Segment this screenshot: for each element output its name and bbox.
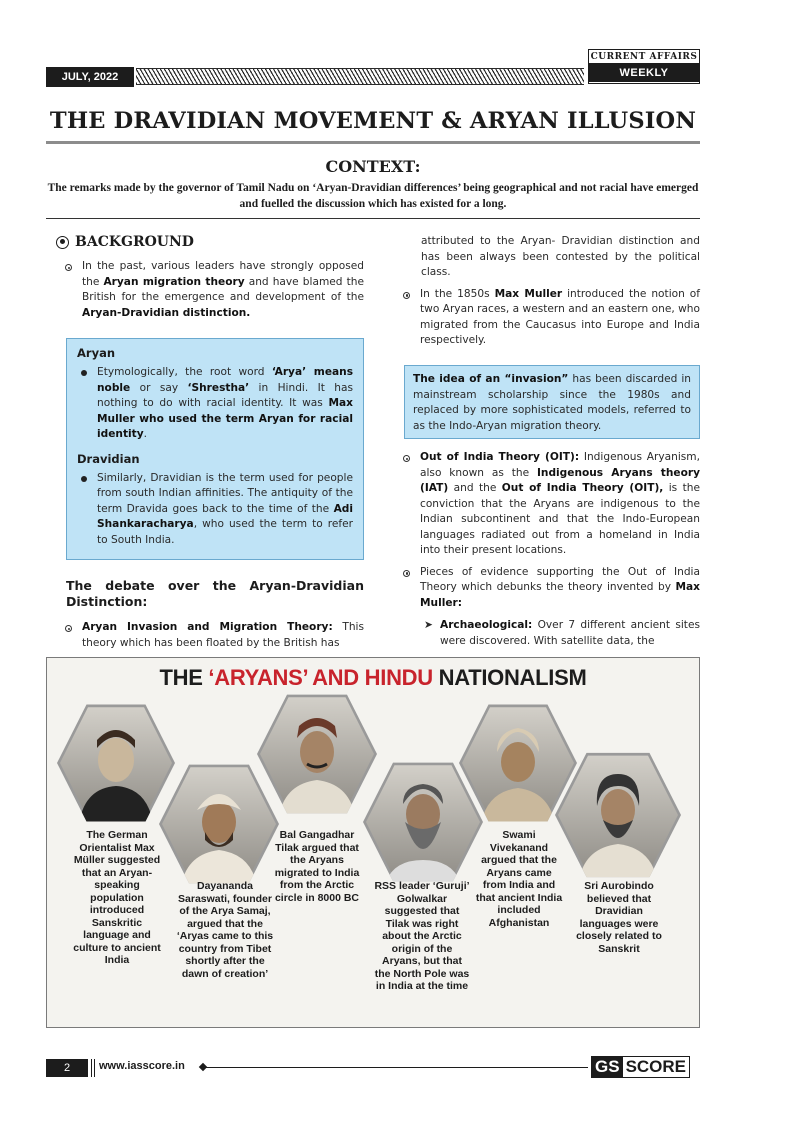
- invasion-box: [404, 365, 700, 439]
- portrait-max-muller: [57, 698, 175, 828]
- caption-max-muller: The German Orientalist Max Müller suggested that an Aryan-speaking population introduced Sanskritic language and culture to ancient India: [73, 829, 161, 966]
- caption-dayananda: Dayananda Saraswati, founder of the Arya Samaj, argued that the ‘Aryas came to this country from Tibet shortly after the dawn of creation’: [176, 880, 274, 980]
- gsscore-logo: GS SCORE: [591, 1056, 690, 1078]
- person-icon: [257, 688, 377, 820]
- list-item: In the 1850s Max Muller introduced the notion of two Aryan races, a western and an eastern one, who migrated from the Caucasus into Europe and India respectively.: [400, 287, 700, 349]
- aryan-heading: Aryan: [77, 346, 116, 360]
- infographic-title: THE ‘ARYANS’ AND HINDU NATIONALISM: [159, 665, 587, 690]
- list-item: Similarly, Dravidian is the term used for people from south Indian affinities. The antiquity of the term Dravida goes back to the time of the Adi Shankaracharya, who used the term to refer to South India.: [77, 471, 353, 549]
- list-item: Etymologically, the root word ‘Arya’ means noble or say ‘Shrestha’ in Hindi. It has nothing to do with racial identity. It was Max Muller who used the term Aryan for racial identity.: [77, 365, 353, 443]
- header-hatch-band: [136, 68, 584, 85]
- badge-bottom: WEEKLY: [589, 64, 699, 82]
- list-item: Aryan Invasion and Migration Theory: This theory which has been floated by the British has: [62, 620, 364, 651]
- page-title: THE DRAVIDIAN MOVEMENT & ARYAN ILLUSION: [49, 108, 697, 134]
- sub-list-item: ➤ Archaeological: Over 7 different ancient sites were discovered. With satellite data, the: [424, 619, 700, 647]
- arrow-icon: ➤: [424, 619, 433, 631]
- person-icon: [57, 698, 175, 828]
- issue-date: JULY, 2022: [46, 67, 134, 87]
- caption-vivekanand: Swami Vivekanand argued that the Aryans came from India and that ancient India included Afghanistan: [475, 829, 563, 929]
- context-text: The remarks made by the governor of Tamil Nadu on ‘Aryan-Dravidian differences’ being geographical and not racial have emerged and fuelled the discussion which has existed for a long.: [47, 182, 699, 210]
- footer-rule: [200, 1067, 588, 1068]
- aryan-dravidian-box: [66, 338, 364, 560]
- invasion-text: The idea of an “invasion” has been discarded in mainstream scholarship since the 1980s and replaced by more sophisticated models, referred to as the Indo-Aryan migration theory.: [413, 373, 691, 432]
- current-affairs-badge: [588, 49, 700, 84]
- portrait-dayananda: [159, 758, 279, 890]
- badge-top: CURRENT AFFAIRS: [590, 52, 698, 62]
- right-column: [400, 234, 700, 349]
- page-number: 2: [46, 1059, 88, 1077]
- portrait-golwalkar: [363, 756, 483, 888]
- person-icon: [363, 756, 483, 888]
- left-column: [56, 234, 364, 321]
- debate-section: [66, 578, 364, 651]
- footer-divider: [91, 1059, 95, 1077]
- continued-text: attributed to the Aryan- Dravidian distinction and has been always been contested by the political class.: [421, 235, 700, 278]
- bullet-icon: [403, 292, 410, 299]
- list-item: In the past, various leaders have strongly opposed the Aryan migration theory and have blamed the British for the emergence and development of the Aryan-Dravidian distinction.: [62, 259, 364, 321]
- bullet-icon: [81, 476, 87, 482]
- bullet-icon: [65, 264, 72, 271]
- dravidian-heading: Dravidian: [77, 451, 140, 466]
- bullet-icon: [81, 370, 87, 376]
- target-icon: [56, 236, 69, 249]
- caption-golwalkar: RSS leader ‘Guruji’ Golwalkar suggested that Tilak was right about the Arctic origin of the Aryans, but that the North Pole was in India at the time: [374, 880, 470, 992]
- right-column-lower: [400, 450, 700, 649]
- background-heading: [56, 234, 364, 250]
- bullet-icon: [403, 570, 410, 577]
- context-heading: CONTEXT:: [325, 157, 421, 176]
- person-icon: [159, 758, 279, 890]
- website-link[interactable]: www.iasscore.in: [99, 1060, 185, 1072]
- background-heading-text: BACKGROUND: [75, 234, 194, 250]
- nationalism-infographic: [46, 657, 700, 1028]
- caption-tilak: Bal Gangadhar Tilak argued that the Aryans migrated to India from the Arctic circle in 8000 BC: [274, 829, 360, 904]
- bullet-icon: [403, 455, 410, 462]
- title-rule: [46, 141, 700, 144]
- debate-heading: The debate over the Aryan-Dravidian Distinction:: [66, 578, 364, 609]
- list-item: Pieces of evidence supporting the Out of India Theory which debunks the theory invented by Max Muller:: [400, 565, 700, 612]
- bullet-icon: [65, 625, 72, 632]
- portrait-tilak: [257, 688, 377, 820]
- caption-aurobindo: Sri Aurobindo believed that Dravidian languages were closely related to Sanskrit: [576, 880, 662, 955]
- context-rule: [46, 218, 700, 219]
- list-item: Out of India Theory (OIT): Indigenous Aryanism, also known as the Indigenous Aryans theory (IAT) and the Out of India Theory (OIT), is the conviction that the Aryans are indigenous to the Indian subcontinent and that the Indo-European languages radiated out from a homeland in India into their present locations.: [400, 450, 700, 559]
